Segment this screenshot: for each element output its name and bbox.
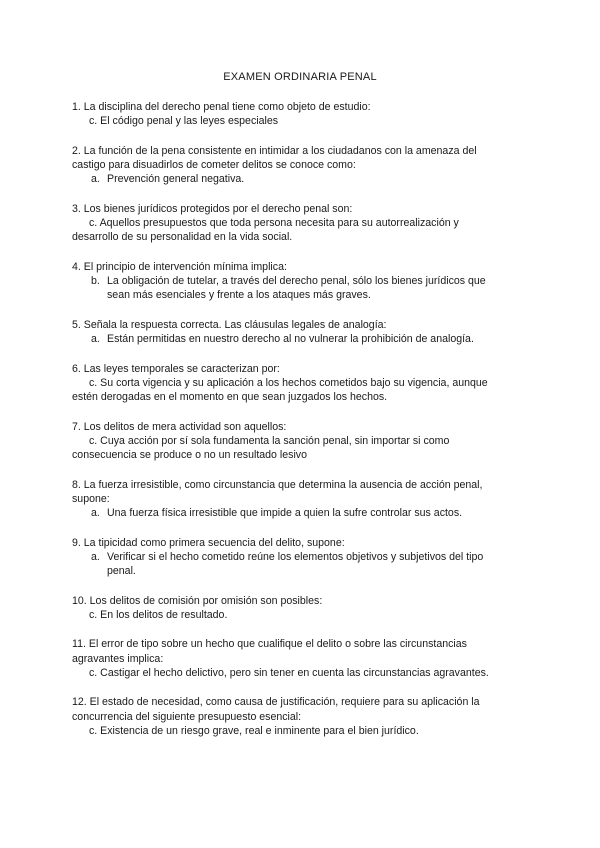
question-12 xyxy=(72,695,534,738)
answer-text: c. Existencia de un riesgo grave, real e inminente para el bien jurídico. xyxy=(89,724,419,737)
question-6 xyxy=(72,362,534,405)
question-9 xyxy=(72,536,534,579)
answer-text: c. En los delitos de resultado. xyxy=(89,608,228,621)
answer-text: c. El código penal y las leyes especiales xyxy=(89,115,279,128)
answer-marker: a. xyxy=(91,333,100,345)
answer-text: c. Cuya acción por sí sola fundamenta la sanción penal, sin importar si como xyxy=(89,434,450,447)
question-1 xyxy=(72,100,534,128)
question-text: 5. Señala la respuesta correcta. Las cláusulas legales de analogía: xyxy=(72,318,387,331)
answer-line xyxy=(72,274,534,288)
question-text: agravantes implica: xyxy=(72,652,164,665)
question-text: 6. Las leyes temporales se caracterizan por: xyxy=(72,362,280,375)
question-5 xyxy=(72,318,534,346)
answer-text: desarrollo de su personalidad en la vida social. xyxy=(72,231,293,244)
answer-line xyxy=(72,506,534,520)
question-text: supone: xyxy=(72,492,110,505)
question-text: castigo para disuadirlos de cometer delitos se conoce como: xyxy=(72,159,356,171)
question-8 xyxy=(72,478,534,521)
answer-text: consecuencia se produce o no un resultado lesivo xyxy=(72,449,307,461)
answer-text: Una fuerza física irresistible que impide a quien la sufre controlar sus actos. xyxy=(107,507,463,519)
question-11 xyxy=(72,637,534,680)
document-title: EXAMEN ORDINARIA PENAL xyxy=(223,71,377,83)
question-text: 2. La función de la pena consistente en intimidar a los ciudadanos con la amenaza del xyxy=(72,144,477,157)
answer-text: c. Castigar el hecho delictivo, pero sin tener en cuenta las circunstancias agravantes. xyxy=(89,666,489,679)
question-list xyxy=(72,100,534,753)
question-text: 10. Los delitos de comisión por omisión son posibles: xyxy=(72,594,323,607)
answer-text: La obligación de tutelar, a través del derecho penal, sólo los bienes jurídicos que xyxy=(107,275,486,287)
answer-line xyxy=(72,550,534,564)
answer-text: c. Aquellos presupuestos que toda persona necesita para su autorrealización y xyxy=(89,217,459,229)
question-text: concurrencia del siguiente presupuesto esencial: xyxy=(72,710,302,723)
answer-marker: a. xyxy=(91,173,100,186)
answer-marker: a. xyxy=(91,550,100,563)
question-7 xyxy=(72,420,534,463)
question-text: 12. El estado de necesidad, como causa de justificación, requiere para su aplicación la xyxy=(72,696,480,709)
answer-text: penal. xyxy=(107,565,136,577)
answer-text: c. Su corta vigencia y su aplicación a los hechos cometidos bajo su vigencia, aunque xyxy=(89,376,488,389)
answer-marker: b. xyxy=(91,275,100,287)
question-10 xyxy=(72,594,534,622)
answer-text: Están permitidas en nuestro derecho al no vulnerar la prohibición de analogía. xyxy=(107,333,474,345)
question-text: 8. La fuerza irresistible, como circunstancia que determina la ausencia de acción penal, xyxy=(72,478,483,491)
answer-text: sean más esenciales y frente a los ataques más graves. xyxy=(107,289,371,302)
question-text: 4. El principio de intervención mínima implica: xyxy=(72,260,287,273)
answer-line xyxy=(72,172,534,186)
answer-text: Prevención general negativa. xyxy=(107,173,245,186)
question-text: 9. La tipicidad como primera secuencia del delito, supone: xyxy=(72,536,345,549)
question-text: 1. La disciplina del derecho penal tiene como objeto de estudio: xyxy=(72,101,371,113)
question-text: 7. Los delitos de mera actividad son aquellos: xyxy=(72,420,287,433)
question-2 xyxy=(72,144,534,187)
answer-text: Verificar si el hecho cometido reúne los elementos objetivos y subjetivos del tipo xyxy=(107,550,484,563)
answer-text: estén derogadas en el momento en que sean juzgados los hechos. xyxy=(72,391,388,403)
question-text: 11. El error de tipo sobre un hecho que cualifique el delito o sobre las circunstancias xyxy=(72,638,467,651)
question-3 xyxy=(72,202,534,245)
question-text: 3. Los bienes jurídicos protegidos por el derecho penal son: xyxy=(72,202,353,215)
question-4 xyxy=(72,260,534,303)
answer-line xyxy=(72,332,534,346)
answer-marker: a. xyxy=(91,507,100,519)
